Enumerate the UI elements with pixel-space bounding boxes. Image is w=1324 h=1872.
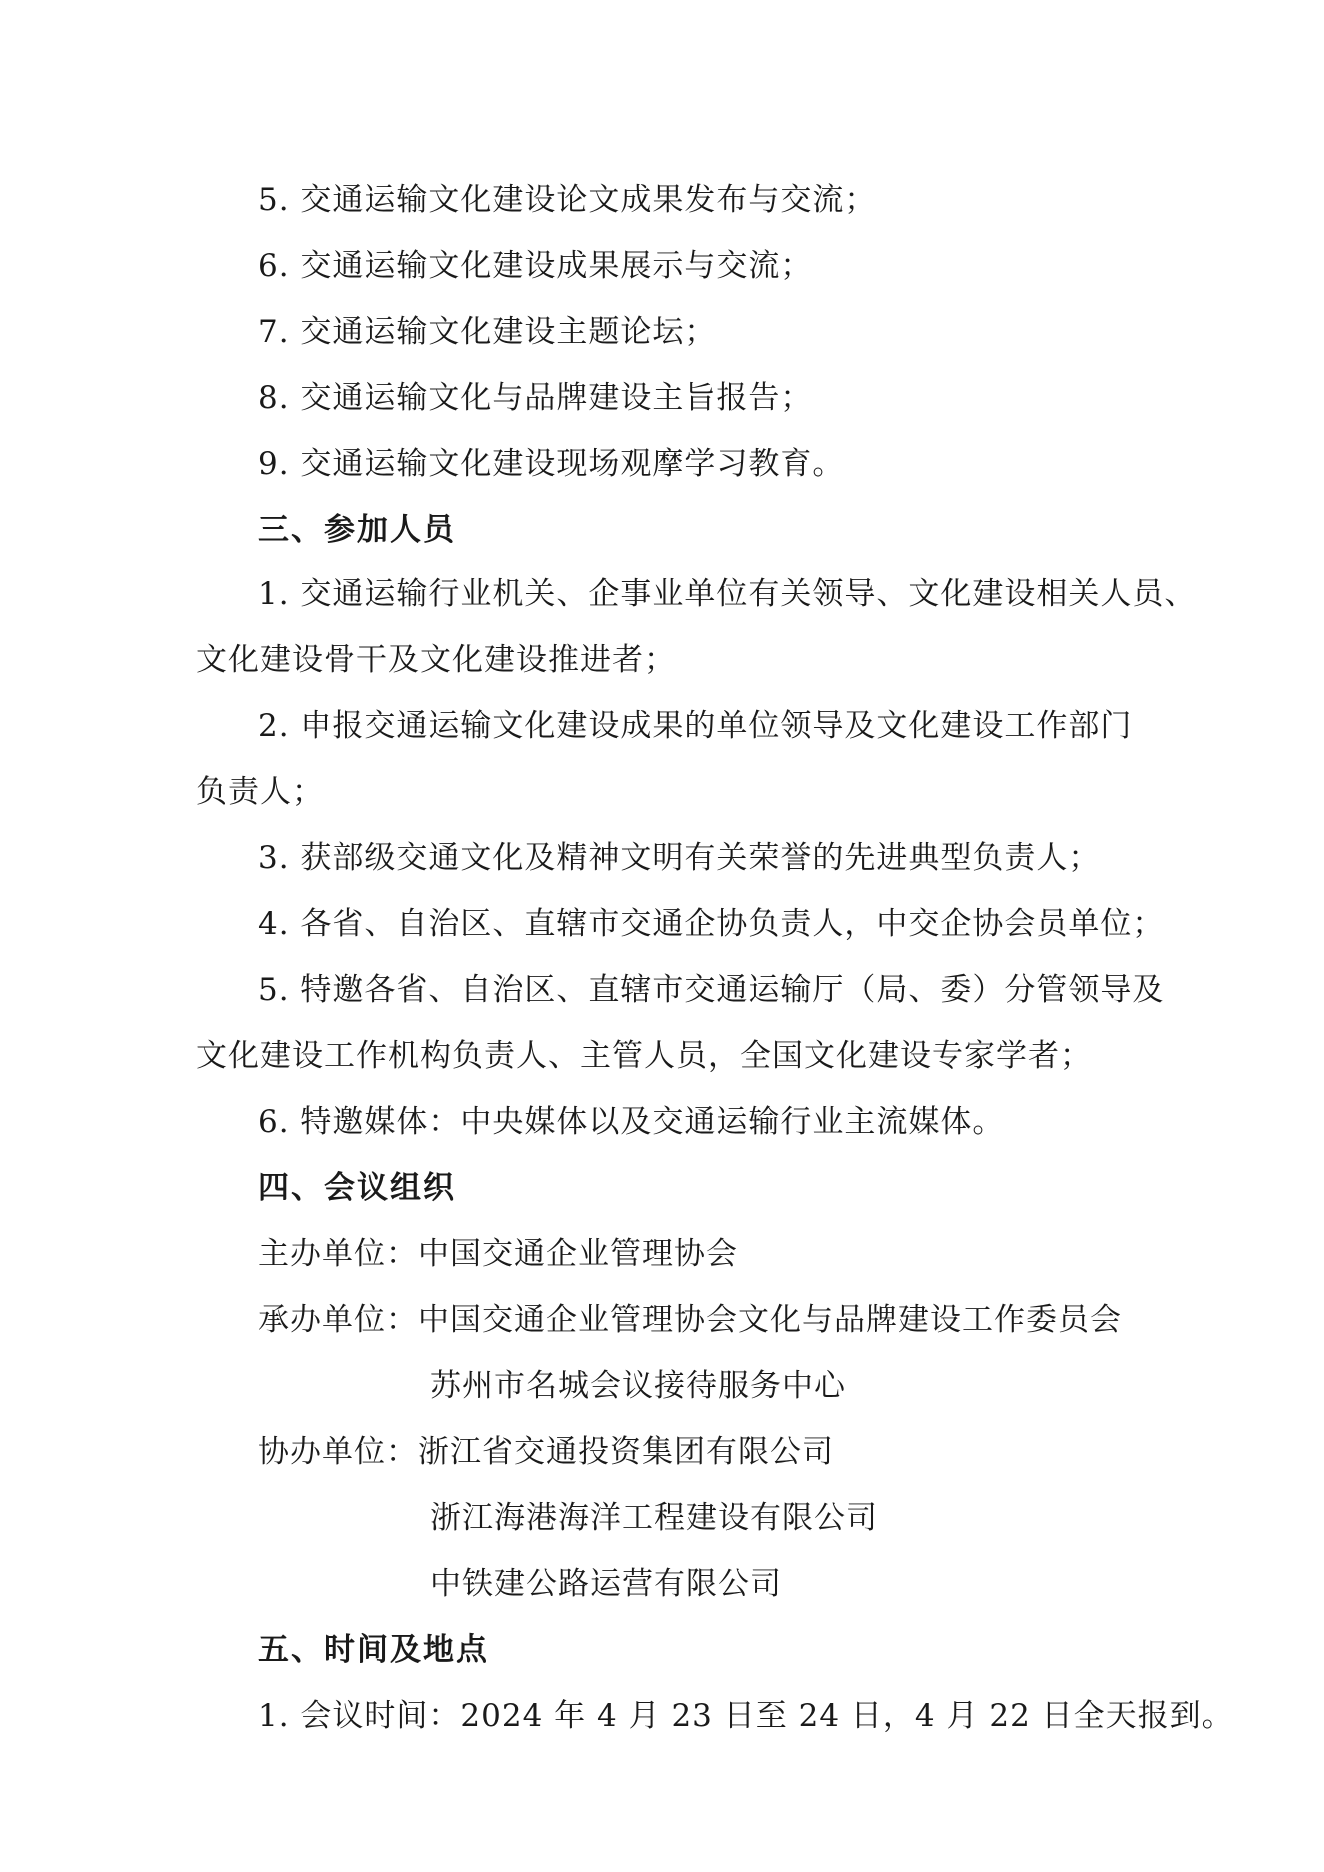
list-item: 7. 交通运输文化建设主题论坛；	[258, 314, 717, 350]
co-organizer-unit-continuation: 中铁建公路运营有限公司	[430, 1566, 782, 1602]
section-heading-participants: 三、参加人员	[258, 512, 456, 548]
list-item: 2. 申报交通运输文化建设成果的单位领导及文化建设工作部门	[258, 708, 1133, 744]
list-item: 8. 交通运输文化与品牌建设主旨报告；	[258, 380, 813, 416]
list-item: 1. 交通运输行业机关、企事业单位有关领导、文化建设相关人员、	[258, 576, 1197, 612]
list-item: 6. 交通运输文化建设成果展示与交流；	[258, 248, 813, 284]
list-item: 3. 获部级交通文化及精神文明有关荣誉的先进典型负责人；	[258, 840, 1101, 876]
section-heading-organization: 四、会议组织	[258, 1170, 456, 1206]
organizer-unit-continuation: 苏州市名城会议接待服务中心	[430, 1368, 846, 1404]
list-item: 5. 特邀各省、自治区、直辖市交通运输厅（局、委）分管领导及	[258, 972, 1165, 1008]
co-organizer-unit: 协办单位：浙江省交通投资集团有限公司	[258, 1434, 834, 1470]
list-item-continuation: 文化建设工作机构负责人、主管人员，全国文化建设专家学者；	[196, 1038, 1092, 1074]
list-item: 9. 交通运输文化建设现场观摩学习教育。	[258, 446, 845, 482]
organizer-unit: 承办单位：中国交通企业管理协会文化与品牌建设工作委员会	[258, 1302, 1122, 1338]
list-item: 1. 会议时间：2024 年 4 月 23 日至 24 日，4 月 22 日全天报到。	[258, 1698, 1234, 1734]
list-item: 6. 特邀媒体：中央媒体以及交通运输行业主流媒体。	[258, 1104, 1005, 1140]
list-item-continuation: 文化建设骨干及文化建设推进者；	[196, 642, 676, 678]
list-item: 4. 各省、自治区、直辖市交通企协负责人，中交企协会员单位；	[258, 906, 1165, 942]
host-unit: 主办单位：中国交通企业管理协会	[258, 1236, 738, 1272]
list-item-continuation: 负责人；	[196, 774, 324, 810]
co-organizer-unit-continuation: 浙江海港海洋工程建设有限公司	[430, 1500, 878, 1536]
list-item: 5. 交通运输文化建设论文成果发布与交流；	[258, 182, 877, 218]
section-heading-time-place: 五、时间及地点	[258, 1632, 489, 1668]
